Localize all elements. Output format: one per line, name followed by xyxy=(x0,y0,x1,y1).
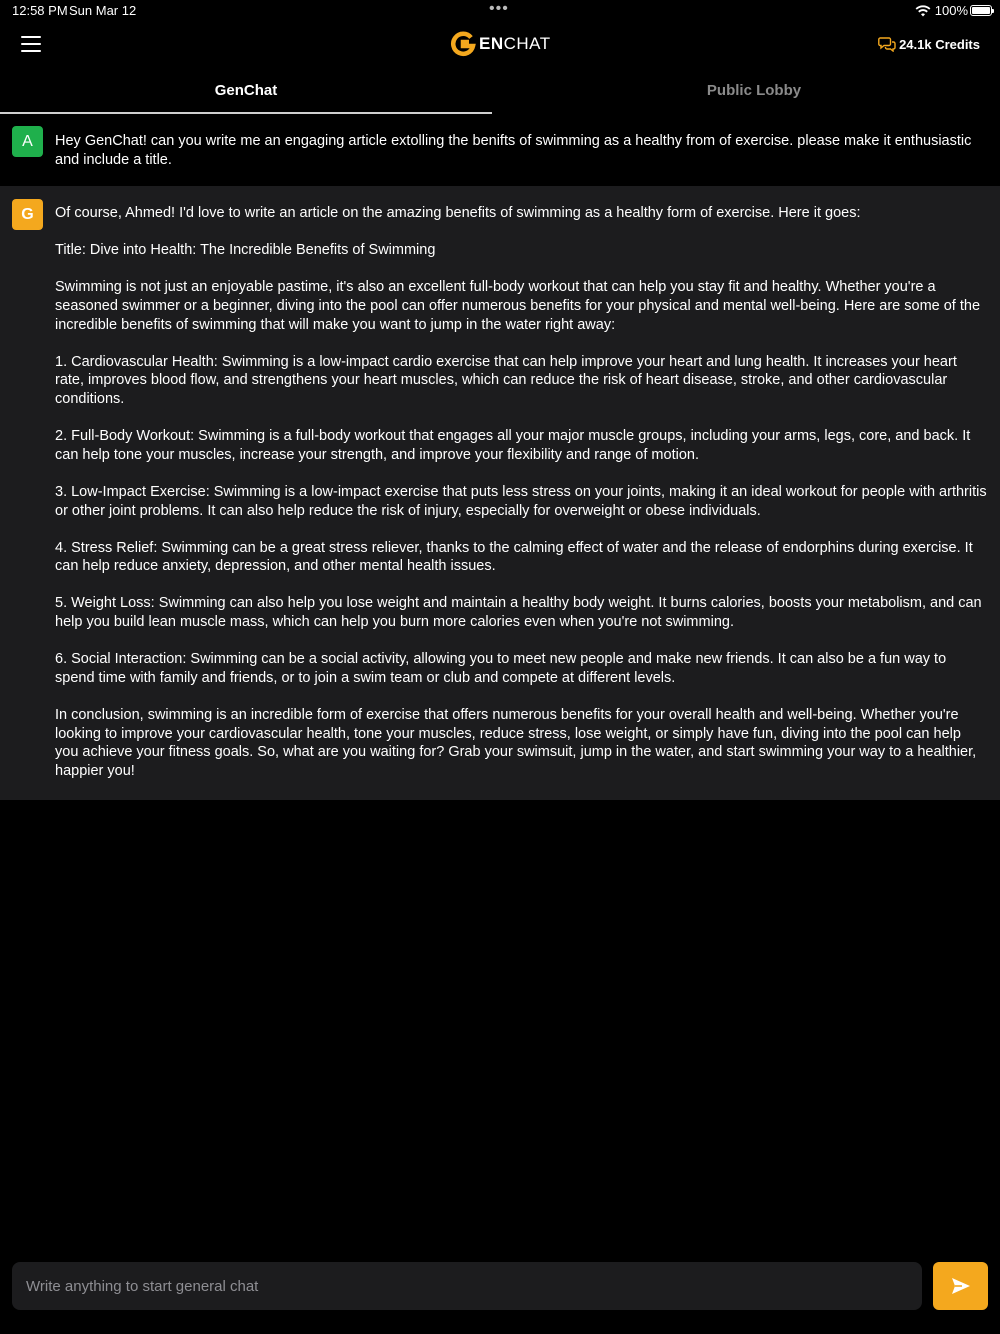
ai-paragraph: 4. Stress Relief: Swimming can be a great stress reliever, thanks to the calming effect of water and the release of endorphins during exercise. It can help reduce anxiety, depression, and other mental health issues. xyxy=(55,539,973,575)
genchat-avatar: G xyxy=(12,199,43,230)
battery-fill xyxy=(972,7,990,14)
multitasking-dots-icon[interactable]: ••• xyxy=(489,0,509,17)
ai-paragraph: 6. Social Interaction: Swimming can be a social activity, allowing you to meet new people and make new friends. It can also be a fun way to spend time with family and friends, or to join a swim team or club and compete at different levels. xyxy=(55,651,947,686)
battery-icon xyxy=(970,5,992,16)
genchat-logo-icon xyxy=(450,31,476,57)
tab-public-lobby[interactable]: Public Lobby xyxy=(706,82,802,99)
status-indicators xyxy=(915,3,968,18)
ai-paragraph: Title: Dive into Health: The Incredible Benefits of Swimming xyxy=(55,242,436,259)
ai-paragraph: In conclusion, swimming is an incredible form of exercise that offers numerous benefits for your overall health and well-being. Whether you're looking to improve your cardiovascular health, tone your muscles, reduce stress, lose weight, or simply have fun, diving into the pool can help you achieve your fitness goals. So, what are you waiting for? Grab your swimsuit, jump in the water, and start swimming your way to a healthier, happier you! xyxy=(55,707,977,779)
user-avatar: A xyxy=(12,126,43,157)
user-message-text: Hey GenChat! can you write me an engaging article extolling the benifts of swimming as a healthy from of exercise. please make it enthusiastic and include a title. xyxy=(55,133,972,168)
chat-input[interactable] xyxy=(26,1278,908,1295)
battery-percent: 100% xyxy=(934,3,968,18)
credits-button[interactable] xyxy=(878,36,980,52)
logo-text-light: CHAT xyxy=(503,34,551,53)
tab-genchat[interactable]: GenChat xyxy=(0,68,492,114)
wifi-icon xyxy=(915,5,931,17)
credits-label: 24.1k Credits xyxy=(899,36,980,52)
ai-paragraph: 1. Cardiovascular Health: Swimming is a low-impact cardio exercise that can help improve your heart and lung health. It increases your heart rate, improves blood flow, and strengthens your heart muscles, which can reduce the risk of heart disease, stroke, and other cardiovascular conditions. xyxy=(55,353,957,407)
top-bar xyxy=(0,22,1000,68)
ai-paragraph: Swimming is not just an enjoyable pastime, it's also an excellent full-body workout that can help you stay fit and healthy. Whether you're a seasoned swimmer or a beginner, diving into the pool can offer numerous benefits for your physical and mental well-being. Here are some of the incredible benefits of swimming that will make you want to jump in the water right away: xyxy=(55,279,981,333)
ai-message-text xyxy=(55,204,988,799)
logo-text-bold: EN xyxy=(479,34,504,53)
status-time: 12:58 PM xyxy=(12,3,68,18)
tab-bar xyxy=(0,68,1000,114)
app-logo xyxy=(450,31,551,57)
ai-message xyxy=(0,186,1000,800)
chat-bubbles-icon xyxy=(878,36,896,52)
user-message xyxy=(0,116,1000,186)
message-composer xyxy=(12,1262,922,1310)
send-icon xyxy=(951,1277,971,1295)
send-button[interactable] xyxy=(933,1262,988,1310)
status-bar xyxy=(0,0,1000,22)
ai-paragraph: 2. Full-Body Workout: Swimming is a full-body workout that engages all your major muscle groups, including your arms, legs, core, and back. It can help tone your muscles, increase your strength, and improve your flexibility and range of motion. xyxy=(55,428,971,463)
status-date: Sun Mar 12 xyxy=(69,3,137,18)
ai-paragraph: 3. Low-Impact Exercise: Swimming is a low-impact exercise that puts less stress on your joints, making it an ideal workout for people with arthritis or other joint problems. It can also help reduce the risk of injury, especially for overweight or obese individuals. xyxy=(55,483,987,519)
ai-paragraph: 5. Weight Loss: Swimming can also help you lose weight and maintain a healthy body weight. It burns calories, boosts your metabolism, and can help you build lean muscle mass, which can help you burn more calories even when you're not swimming. xyxy=(55,595,982,631)
hamburger-menu-icon[interactable] xyxy=(21,36,41,52)
ai-paragraph: Of course, Ahmed! I'd love to write an article on the amazing benefits of swimming as a healthy form of exercise. Here it goes: xyxy=(55,205,861,221)
